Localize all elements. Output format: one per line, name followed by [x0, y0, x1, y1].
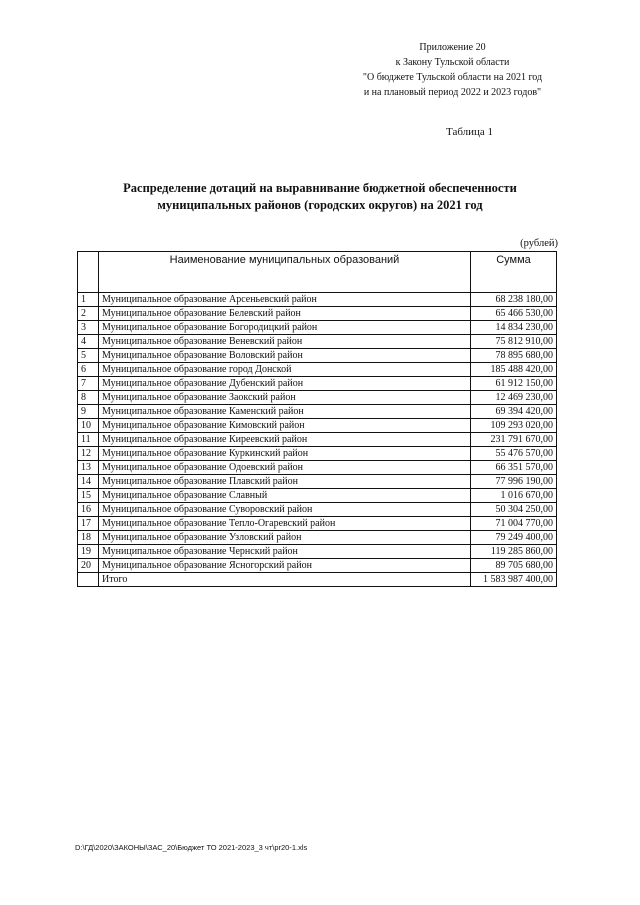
table-row: [78, 503, 557, 517]
table-row: [78, 517, 557, 531]
row-number: 20: [78, 559, 99, 573]
row-number: 7: [78, 377, 99, 391]
table-row: [78, 559, 557, 573]
row-sum: 77 996 190,00: [471, 475, 557, 489]
row-number: 1: [78, 293, 99, 307]
row-sum: 71 004 770,00: [471, 517, 557, 531]
row-name: Муниципальное образование Плавский район: [99, 475, 471, 489]
row-name: Муниципальное образование Одоевский район: [99, 461, 471, 475]
subsidy-table: [77, 251, 557, 587]
row-name: Муниципальное образование Чернский район: [99, 545, 471, 559]
row-name: Муниципальное образование Куркинский район: [99, 447, 471, 461]
row-sum: 66 351 570,00: [471, 461, 557, 475]
row-name: Муниципальное образование Белевский район: [99, 307, 471, 321]
row-name: Муниципальное образование Суворовский район: [99, 503, 471, 517]
row-number: 18: [78, 531, 99, 545]
row-name: Муниципальное образование Воловский район: [99, 349, 471, 363]
total-row: [78, 573, 557, 587]
row-number: 11: [78, 433, 99, 447]
table-row: [78, 461, 557, 475]
row-number: 14: [78, 475, 99, 489]
total-label: Итого: [99, 573, 471, 587]
table-row: [78, 405, 557, 419]
row-number: 3: [78, 321, 99, 335]
table-body: [78, 293, 557, 573]
row-sum: 79 249 400,00: [471, 531, 557, 545]
column-header-sum: Сумма: [471, 252, 557, 293]
row-sum: 231 791 670,00: [471, 433, 557, 447]
row-name: Муниципальное образование Ясногорский район: [99, 559, 471, 573]
row-sum: 119 285 860,00: [471, 545, 557, 559]
file-path-footer: D:\ГД\2020\ЗАКОНЫ\ЗАС_20\Бюджет ТО 2021-2023_3 чт\pr20-1.xls: [75, 843, 308, 852]
row-sum: 50 304 250,00: [471, 503, 557, 517]
row-number: 10: [78, 419, 99, 433]
table-row: [78, 363, 557, 377]
header-law-title-2: и на плановый период 2022 и 2023 годов": [363, 87, 542, 98]
table-row: [78, 349, 557, 363]
row-name: Муниципальное образование Кимовский район: [99, 419, 471, 433]
row-name: Муниципальное образование Богородицкий район: [99, 321, 471, 335]
table-row: [78, 293, 557, 307]
row-number: 17: [78, 517, 99, 531]
total-sum: 1 583 987 400,00: [471, 573, 557, 587]
row-sum: 89 705 680,00: [471, 559, 557, 573]
row-number: 5: [78, 349, 99, 363]
table-label: Таблица 1: [446, 126, 494, 138]
table-row: [78, 531, 557, 545]
row-sum: 1 016 670,00: [471, 489, 557, 503]
table-header-row: [78, 252, 557, 293]
table-row: [78, 307, 557, 321]
table-row: [78, 545, 557, 559]
row-name: Муниципальное образование Заокский район: [99, 391, 471, 405]
row-name: Муниципальное образование Киреевский район: [99, 433, 471, 447]
row-name: Муниципальное образование Арсеньевский район: [99, 293, 471, 307]
row-name: Муниципальное образование Тепло-Огаревский район: [99, 517, 471, 531]
row-number: 13: [78, 461, 99, 475]
row-name: Муниципальное образование Узловский район: [99, 531, 471, 545]
header-law-title-1: "О бюджете Тульской области на 2021 год: [362, 72, 543, 83]
row-name: Муниципальное образование Веневский район: [99, 335, 471, 349]
row-name: Муниципальное образование город Донской: [99, 363, 471, 377]
row-name: Муниципальное образование Дубенский район: [99, 377, 471, 391]
row-sum: 78 895 680,00: [471, 349, 557, 363]
row-number: 16: [78, 503, 99, 517]
title-line-2: муниципальных районов (городских округов) на 2021 год: [157, 198, 483, 212]
table-row: [78, 475, 557, 489]
table-row: [78, 321, 557, 335]
row-number: 8: [78, 391, 99, 405]
table-row: [78, 391, 557, 405]
table-row: [78, 335, 557, 349]
row-number: 15: [78, 489, 99, 503]
row-sum: 12 469 230,00: [471, 391, 557, 405]
row-sum: 75 812 910,00: [471, 335, 557, 349]
table-row: [78, 489, 557, 503]
document-title: [60, 180, 580, 214]
row-number: 2: [78, 307, 99, 321]
row-number: 19: [78, 545, 99, 559]
row-sum: 69 394 420,00: [471, 405, 557, 419]
row-sum: 109 293 020,00: [471, 419, 557, 433]
title-line-1: Распределение дотаций на выравнивание бюджетной обеспеченности: [123, 181, 517, 195]
row-sum: 185 488 420,00: [471, 363, 557, 377]
row-sum: 55 476 570,00: [471, 447, 557, 461]
total-number-cell: [78, 573, 99, 587]
header-appendix: Приложение 20: [419, 42, 486, 53]
row-number: 12: [78, 447, 99, 461]
table-row: [78, 433, 557, 447]
units-label: (рублей): [520, 238, 558, 249]
table-row: [78, 419, 557, 433]
table-row: [78, 377, 557, 391]
row-sum: 61 912 150,00: [471, 377, 557, 391]
row-number: 9: [78, 405, 99, 419]
row-name: Муниципальное образование Каменский район: [99, 405, 471, 419]
row-name: Муниципальное образование Славный: [99, 489, 471, 503]
row-sum: 68 238 180,00: [471, 293, 557, 307]
header-law: к Закону Тульской области: [395, 57, 510, 68]
table-row: [78, 447, 557, 461]
document-header: [345, 40, 560, 100]
column-header-name: Наименование муниципальных образований: [99, 252, 471, 293]
row-number: 4: [78, 335, 99, 349]
row-sum: 65 466 530,00: [471, 307, 557, 321]
row-number: 6: [78, 363, 99, 377]
column-header-number: [78, 252, 99, 293]
row-sum: 14 834 230,00: [471, 321, 557, 335]
